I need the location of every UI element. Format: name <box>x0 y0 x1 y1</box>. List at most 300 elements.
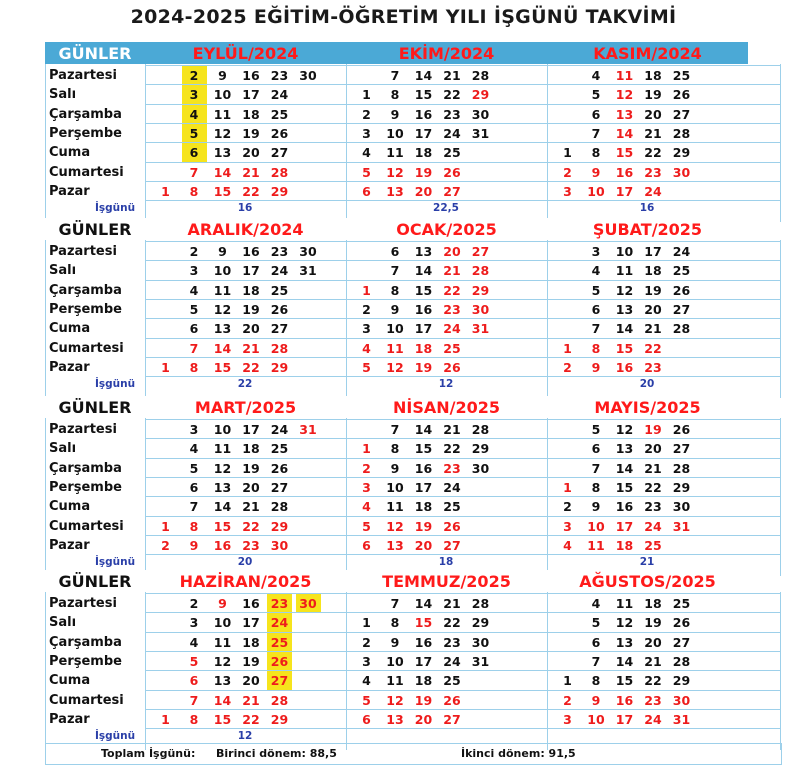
date-cell: 26 <box>270 301 289 317</box>
date-cell: 9 <box>218 68 227 83</box>
date-cell: 18 <box>644 263 662 279</box>
month-title: ŞUBAT/2025 <box>547 218 748 240</box>
date-cell: 28 <box>270 692 289 708</box>
day-row <box>45 420 780 439</box>
date-cell: 13 <box>615 441 634 457</box>
date-cell: 7 <box>591 125 601 141</box>
date-cell: 15 <box>615 673 634 689</box>
date-cell: 29 <box>270 359 289 375</box>
month-title: TEMMUZ/2025 <box>346 570 547 592</box>
date-cell: 19 <box>414 359 433 375</box>
date-cell: 18 <box>414 499 433 515</box>
month-title: KASIM/2024 <box>547 42 748 64</box>
date-cell: 4 <box>182 105 207 124</box>
day-row <box>45 517 780 536</box>
date-cell: 20 <box>414 537 433 553</box>
grid-line <box>145 162 780 163</box>
date-cell: 6 <box>182 143 207 162</box>
date-cell: 29 <box>270 518 289 534</box>
date-cell: 19 <box>242 125 260 141</box>
date-cell: 17 <box>414 479 433 495</box>
month-title: MART/2025 <box>145 396 346 418</box>
date-cell: 21 <box>242 164 260 180</box>
date-cell: 13 <box>213 321 232 337</box>
date-cell: 10 <box>386 321 404 337</box>
date-cell: 11 <box>587 537 605 553</box>
workdays-label: İşgünü <box>95 556 136 568</box>
date-cell: 14 <box>414 68 433 83</box>
grid-line <box>145 496 780 497</box>
day-row <box>45 143 780 162</box>
date-cell: 24 <box>443 125 461 141</box>
date-cell: 14 <box>414 422 433 437</box>
date-cell: 26 <box>672 87 691 103</box>
date-cell: 30 <box>296 594 321 613</box>
date-cell: 1 <box>362 615 371 631</box>
date-cell: 5 <box>591 615 601 631</box>
totals-bar <box>45 743 782 765</box>
date-cell: 9 <box>390 106 400 122</box>
date-cell: 2 <box>563 499 572 515</box>
date-cell: 18 <box>242 441 260 457</box>
date-cell: 17 <box>414 321 433 337</box>
date-cell: 7 <box>189 340 199 356</box>
date-cell: 30 <box>471 460 490 476</box>
date-cell: 27 <box>267 671 292 690</box>
date-cell: 5 <box>591 422 601 437</box>
date-cell: 14 <box>213 692 232 708</box>
date-cell: 28 <box>672 460 691 476</box>
date-cell: 3 <box>189 263 199 279</box>
grid-line <box>45 240 46 398</box>
date-cell: 5 <box>362 692 371 708</box>
date-cell: 25 <box>270 282 289 298</box>
date-cell: 15 <box>615 340 634 356</box>
grid-line <box>145 299 780 300</box>
date-cell: 22 <box>242 711 260 727</box>
day-row <box>45 497 780 516</box>
date-cell: 15 <box>213 711 232 727</box>
date-cell: 14 <box>414 596 433 611</box>
date-cell: 28 <box>672 125 691 141</box>
date-cell: 5 <box>362 518 371 534</box>
date-cell: 1 <box>362 441 371 457</box>
date-cell: 23 <box>644 164 662 180</box>
date-cell: 6 <box>591 106 601 122</box>
date-cell: 27 <box>672 441 691 457</box>
date-cell: 19 <box>414 692 433 708</box>
grid-line <box>145 338 780 339</box>
day-row <box>45 242 780 261</box>
day-name: Cuma <box>49 145 91 161</box>
date-cell: 22 <box>644 145 662 161</box>
day-name: Cumartesi <box>49 692 124 708</box>
date-cell: 14 <box>615 125 634 141</box>
date-cell: 16 <box>242 596 260 611</box>
date-cell: 16 <box>615 359 634 375</box>
date-cell: 24 <box>270 263 289 279</box>
date-cell: 26 <box>270 460 289 476</box>
date-cell: 8 <box>390 87 400 103</box>
date-cell: 20 <box>644 634 662 650</box>
date-cell: 7 <box>591 321 601 337</box>
date-cell: 2 <box>182 66 207 85</box>
date-cell: 25 <box>644 537 662 553</box>
date-cell: 19 <box>414 518 433 534</box>
date-cell: 23 <box>443 460 461 476</box>
date-cell: 12 <box>386 359 404 375</box>
date-cell: 1 <box>161 359 170 375</box>
date-cell: 6 <box>362 711 371 727</box>
day-name: Pazar <box>49 537 90 553</box>
date-cell: 13 <box>386 711 404 727</box>
day-name: Çarşamba <box>49 282 122 298</box>
date-cell: 23 <box>443 301 461 317</box>
date-cell: 30 <box>299 244 317 259</box>
quarter-block <box>45 396 780 568</box>
date-cell: 23 <box>644 359 662 375</box>
grid-line <box>145 200 780 201</box>
date-cell: 28 <box>672 321 691 337</box>
date-cell: 22 <box>644 673 662 689</box>
date-cell: 11 <box>386 673 404 689</box>
date-cell: 9 <box>591 359 601 375</box>
day-row <box>45 105 780 124</box>
day-name: Pazartesi <box>49 244 117 259</box>
date-cell: 13 <box>386 537 404 553</box>
date-cell: 1 <box>362 282 371 298</box>
day-row <box>45 671 780 690</box>
days-header: GÜNLER <box>45 396 145 418</box>
date-cell: 13 <box>213 479 232 495</box>
date-cell: 5 <box>189 653 199 669</box>
date-cell: 4 <box>591 68 601 83</box>
day-name: Salı <box>49 441 77 457</box>
date-cell: 27 <box>672 106 691 122</box>
days-header: GÜNLER <box>45 42 145 64</box>
day-name: Salı <box>49 87 77 103</box>
date-cell: 29 <box>672 479 691 495</box>
date-cell: 25 <box>443 673 461 689</box>
day-row <box>45 124 780 143</box>
day-name: Çarşamba <box>49 106 122 122</box>
date-cell: 2 <box>189 596 199 611</box>
date-cell: 28 <box>471 422 490 437</box>
date-cell: 8 <box>189 711 199 727</box>
date-cell: 3 <box>362 653 371 669</box>
grid-line <box>780 240 781 398</box>
date-cell: 23 <box>644 692 662 708</box>
workdays-label: İşgünü <box>95 378 136 390</box>
date-cell: 17 <box>242 87 260 103</box>
date-cell: 17 <box>414 125 433 141</box>
date-cell: 31 <box>471 653 490 669</box>
day-name: Perşembe <box>49 653 122 669</box>
day-name: Salı <box>49 615 77 631</box>
date-cell: 8 <box>591 479 601 495</box>
date-cell: 15 <box>414 441 433 457</box>
date-cell: 6 <box>591 301 601 317</box>
date-cell: 26 <box>443 164 461 180</box>
day-row <box>45 613 780 632</box>
date-cell: 29 <box>672 673 691 689</box>
date-cell: 10 <box>213 422 232 437</box>
total-label: Toplam İşgünü: <box>101 747 196 760</box>
grid-line <box>45 592 46 750</box>
date-cell: 16 <box>414 106 433 122</box>
date-cell: 4 <box>591 263 601 279</box>
date-cell: 12 <box>615 422 634 437</box>
date-cell: 15 <box>615 145 634 161</box>
date-cell: 27 <box>270 145 289 161</box>
date-cell: 23 <box>242 537 260 553</box>
quarter-block <box>45 42 780 214</box>
date-cell: 15 <box>213 518 232 534</box>
workdays-value: 16 <box>237 202 253 214</box>
date-cell: 6 <box>591 441 601 457</box>
date-cell: 29 <box>471 441 490 457</box>
grid-line <box>780 418 781 576</box>
date-cell: 14 <box>213 340 232 356</box>
date-cell: 1 <box>161 518 170 534</box>
date-cell: 28 <box>471 68 490 83</box>
date-cell: 21 <box>644 460 662 476</box>
date-cell: 26 <box>270 125 289 141</box>
date-cell: 19 <box>242 301 260 317</box>
date-cell: 17 <box>242 263 260 279</box>
month-title: OCAK/2025 <box>346 218 547 240</box>
date-cell: 4 <box>591 596 601 611</box>
day-row <box>45 652 780 671</box>
date-cell: 24 <box>270 422 289 437</box>
quarter-block <box>45 218 780 390</box>
date-cell: 8 <box>189 359 199 375</box>
date-cell: 18 <box>242 282 260 298</box>
workdays-row <box>45 378 780 393</box>
date-cell: 24 <box>267 613 292 632</box>
date-cell: 21 <box>242 340 260 356</box>
date-cell: 27 <box>443 711 461 727</box>
date-cell: 18 <box>242 634 260 650</box>
date-cell: 29 <box>270 711 289 727</box>
date-cell: 12 <box>213 125 232 141</box>
date-cell: 22 <box>644 340 662 356</box>
date-cell: 17 <box>615 183 634 199</box>
date-cell: 18 <box>242 106 260 122</box>
date-cell: 8 <box>390 441 400 457</box>
date-cell: 15 <box>414 282 433 298</box>
grid-line <box>145 280 780 281</box>
date-cell: 18 <box>644 596 662 611</box>
date-cell: 9 <box>591 692 601 708</box>
day-name: Cuma <box>49 673 91 689</box>
date-cell: 23 <box>267 594 292 613</box>
date-cell: 4 <box>362 340 371 356</box>
date-cell: 8 <box>591 145 601 161</box>
grid-line <box>145 241 780 242</box>
date-cell: 4 <box>362 499 371 515</box>
date-cell: 24 <box>443 321 461 337</box>
date-cell: 1 <box>563 340 572 356</box>
date-cell: 27 <box>270 479 289 495</box>
grid-line <box>145 65 780 66</box>
date-cell: 22 <box>443 87 461 103</box>
date-cell: 15 <box>213 183 232 199</box>
date-cell: 15 <box>414 615 433 631</box>
date-cell: 14 <box>615 653 634 669</box>
quarter-header <box>45 218 780 240</box>
date-cell: 2 <box>362 634 371 650</box>
date-cell: 11 <box>213 106 232 122</box>
second-term-total: İkinci dönem: 91,5 <box>461 747 576 760</box>
date-cell: 20 <box>644 106 662 122</box>
grid-line <box>145 181 780 182</box>
date-cell: 30 <box>471 634 490 650</box>
date-cell: 29 <box>471 615 490 631</box>
day-row <box>45 439 780 458</box>
day-name: Cumartesi <box>49 340 124 356</box>
date-cell: 3 <box>362 321 371 337</box>
day-name: Perşembe <box>49 125 122 141</box>
date-cell: 30 <box>471 106 490 122</box>
date-cell: 11 <box>615 263 634 279</box>
day-row <box>45 182 780 201</box>
date-cell: 19 <box>242 460 260 476</box>
day-row <box>45 358 780 377</box>
day-row <box>45 478 780 497</box>
date-cell: 7 <box>390 263 400 279</box>
date-cell: 27 <box>270 321 289 337</box>
date-cell: 13 <box>386 183 404 199</box>
date-cell: 26 <box>443 518 461 534</box>
date-cell: 12 <box>386 164 404 180</box>
date-cell: 22 <box>443 282 461 298</box>
date-cell: 12 <box>386 518 404 534</box>
grid-line <box>145 260 780 261</box>
date-cell: 19 <box>644 282 662 298</box>
date-cell: 5 <box>189 301 199 317</box>
date-cell: 17 <box>414 653 433 669</box>
date-cell: 6 <box>189 321 199 337</box>
date-cell: 30 <box>471 301 490 317</box>
date-cell: 11 <box>615 68 634 83</box>
date-cell: 3 <box>563 711 572 727</box>
date-cell: 5 <box>591 282 601 298</box>
day-name: Pazartesi <box>49 68 117 83</box>
date-cell: 4 <box>563 537 572 553</box>
month-title: EKİM/2024 <box>346 42 547 64</box>
day-row <box>45 691 780 710</box>
grid-line <box>145 670 780 671</box>
date-cell: 26 <box>267 652 292 671</box>
date-cell: 2 <box>362 106 371 122</box>
workdays-label: İşgünü <box>95 730 136 742</box>
date-cell: 30 <box>672 499 691 515</box>
date-cell: 4 <box>362 145 371 161</box>
date-cell: 26 <box>443 359 461 375</box>
day-row <box>45 633 780 652</box>
day-name: Perşembe <box>49 479 122 495</box>
date-cell: 14 <box>414 263 433 279</box>
date-cell: 16 <box>414 634 433 650</box>
date-cell: 17 <box>242 615 260 631</box>
date-cell: 18 <box>615 537 634 553</box>
day-name: Salı <box>49 263 77 279</box>
date-cell: 26 <box>672 422 691 437</box>
grid-line <box>145 142 780 143</box>
date-cell: 11 <box>386 499 404 515</box>
workdays-value: 22,5 <box>433 202 459 214</box>
date-cell: 21 <box>443 422 461 437</box>
date-cell: 8 <box>390 282 400 298</box>
date-cell: 21 <box>242 499 260 515</box>
date-cell: 22 <box>242 183 260 199</box>
date-cell: 2 <box>362 460 371 476</box>
date-cell: 10 <box>386 125 404 141</box>
grid-line <box>145 709 780 710</box>
date-cell: 29 <box>672 145 691 161</box>
date-cell: 1 <box>161 183 170 199</box>
date-cell: 1 <box>362 87 371 103</box>
date-cell: 29 <box>471 282 490 298</box>
date-cell: 9 <box>591 164 601 180</box>
date-cell: 17 <box>615 711 634 727</box>
day-name: Pazar <box>49 359 90 375</box>
workdays-value: 21 <box>639 556 655 568</box>
day-row <box>45 536 780 555</box>
date-cell: 16 <box>615 692 634 708</box>
date-cell: 24 <box>443 653 461 669</box>
date-cell: 20 <box>242 673 260 689</box>
grid-line <box>45 64 46 222</box>
date-cell: 6 <box>390 244 400 259</box>
date-cell: 4 <box>362 673 371 689</box>
day-name: Cumartesi <box>49 164 124 180</box>
date-cell: 24 <box>443 479 461 495</box>
date-cell: 3 <box>591 244 601 259</box>
date-cell: 16 <box>242 68 260 83</box>
month-title: HAZİRAN/2025 <box>145 570 346 592</box>
date-cell: 27 <box>672 634 691 650</box>
date-cell: 11 <box>213 441 232 457</box>
workdays-label: İşgünü <box>95 202 136 214</box>
date-cell: 17 <box>644 244 662 259</box>
date-cell: 25 <box>672 596 691 611</box>
days-header: GÜNLER <box>45 570 145 592</box>
date-cell: 29 <box>471 87 490 103</box>
date-cell: 10 <box>213 263 232 279</box>
date-cell: 5 <box>189 460 199 476</box>
date-cell: 23 <box>270 68 289 83</box>
grid-line <box>145 357 780 358</box>
month-title: MAYIS/2025 <box>547 396 748 418</box>
date-cell: 8 <box>591 673 601 689</box>
date-cell: 4 <box>189 441 199 457</box>
date-cell: 10 <box>386 479 404 495</box>
day-row <box>45 281 780 300</box>
date-cell: 3 <box>362 479 371 495</box>
date-cell: 27 <box>672 301 691 317</box>
day-name: Cuma <box>49 321 91 337</box>
date-cell: 5 <box>362 359 371 375</box>
date-cell: 20 <box>644 301 662 317</box>
date-cell: 10 <box>587 518 605 534</box>
grid-line <box>780 64 781 222</box>
date-cell: 21 <box>644 321 662 337</box>
date-cell: 6 <box>362 183 371 199</box>
date-cell: 10 <box>587 711 605 727</box>
date-cell: 2 <box>563 359 572 375</box>
